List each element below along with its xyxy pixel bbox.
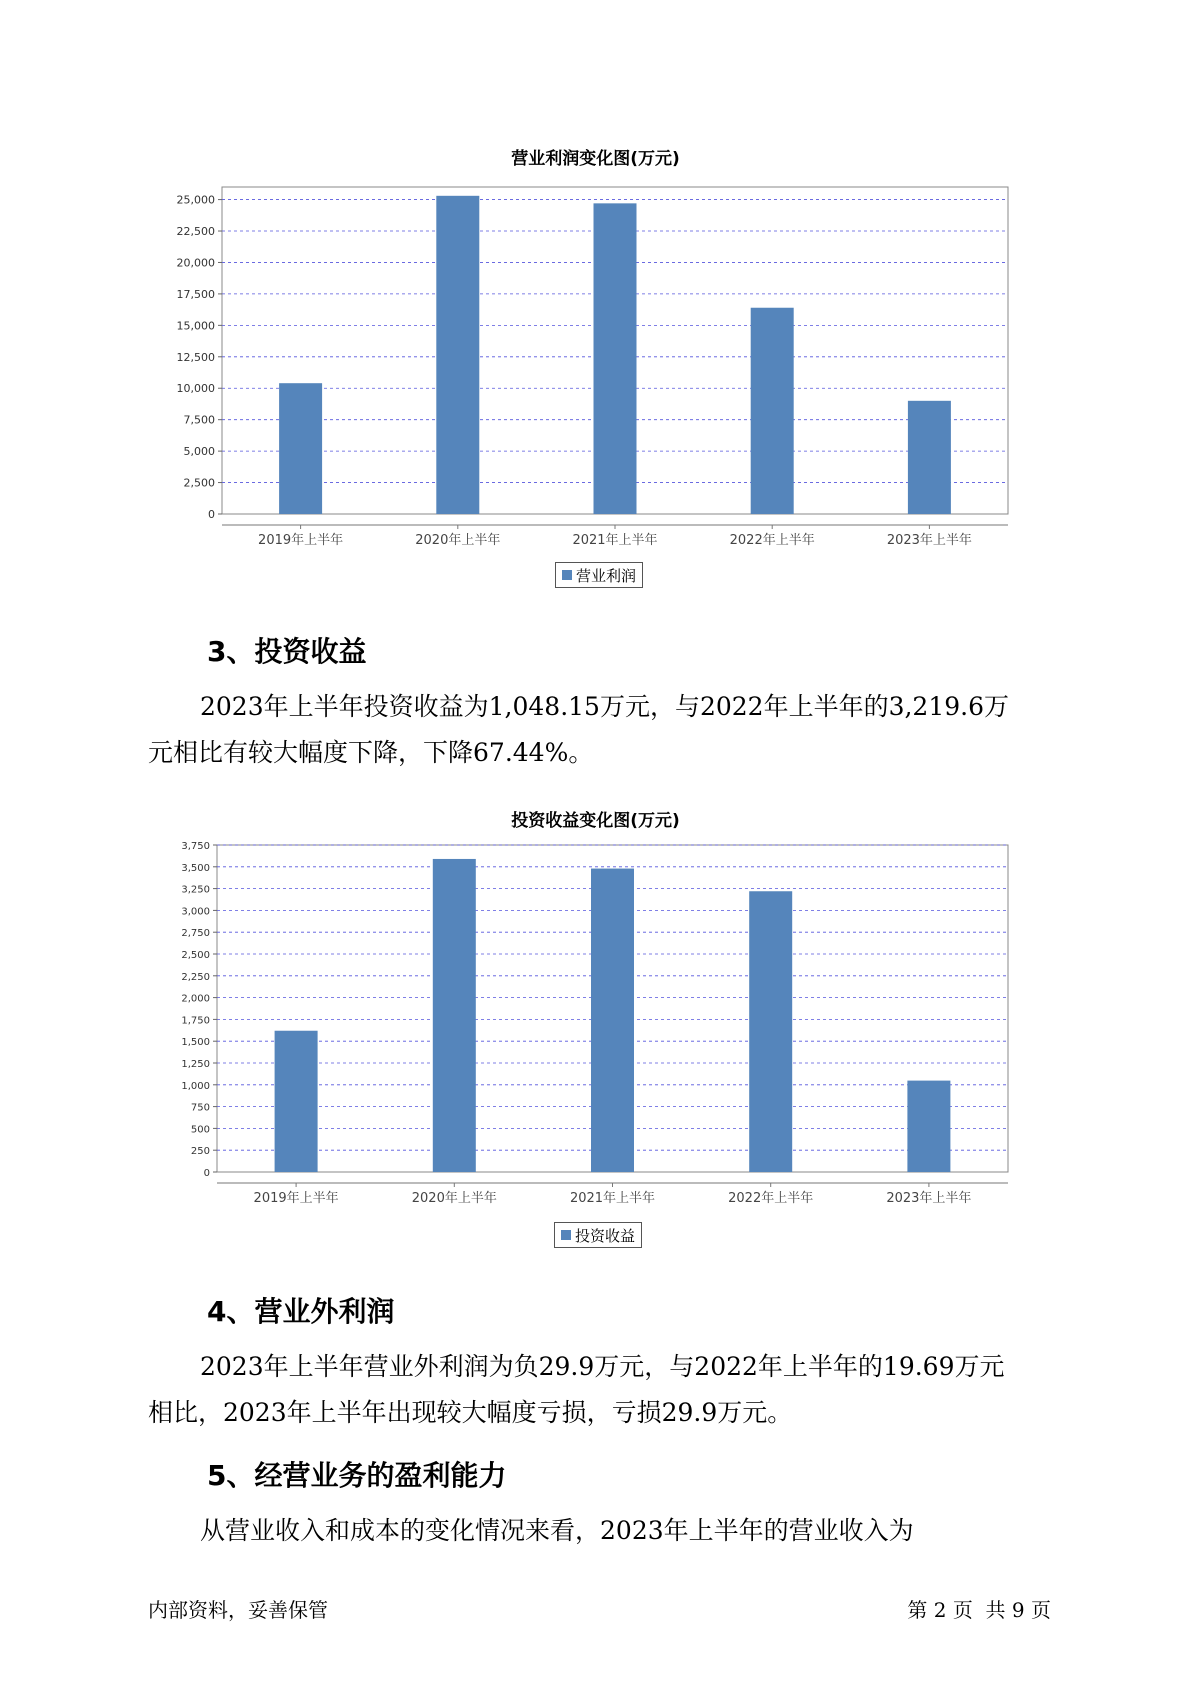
x-tick-label: 2019年上半年 — [253, 1191, 339, 1206]
y-tick-label: 0 — [208, 508, 215, 521]
x-tick-label: 2021年上半年 — [569, 1191, 656, 1206]
legend-label: 营业利润 — [576, 566, 637, 585]
section-3-paragraph — [148, 684, 1068, 776]
bar — [908, 401, 951, 514]
y-tick-label: 3,750 — [181, 841, 210, 852]
x-tick-label: 2020年上半年 — [415, 533, 501, 548]
chart2-legend — [554, 1222, 642, 1248]
bar — [433, 859, 476, 1172]
bar — [749, 891, 792, 1172]
y-tick-label: 20,000 — [176, 256, 215, 270]
chart2-title: 投资收益变化图(万元) — [511, 811, 680, 831]
y-tick-label: 3,250 — [181, 884, 210, 896]
x-tick-label: 2023年上半年 — [886, 533, 972, 548]
y-tick-label: 2,250 — [181, 971, 210, 983]
legend-swatch — [562, 570, 572, 580]
investment-income-chart — [0, 830, 1191, 1206]
x-tick-label: 2022年上半年 — [728, 1191, 814, 1206]
bar — [436, 196, 479, 514]
y-tick-label: 17,500 — [176, 287, 215, 301]
x-tick-label: 2023年上半年 — [886, 1191, 972, 1206]
y-tick-label: 2,750 — [181, 928, 210, 940]
y-tick-label: 0 — [203, 1168, 210, 1179]
x-tick-label: 2019年上半年 — [258, 533, 344, 548]
chart1-legend — [555, 562, 643, 588]
section-3-line-2: 元相比有较大幅度下降，下降67.44%。 — [148, 738, 594, 767]
y-tick-label: 1,250 — [181, 1059, 210, 1070]
footer-confidential-note: 内部资料，妥善保管 — [148, 1598, 328, 1622]
bar — [907, 1081, 950, 1172]
section-4-paragraph — [148, 1344, 1068, 1436]
section-3-line-1: 2023年上半年投资收益为1,048.15万元，与2022年上半年的3,219.6万 — [200, 692, 1009, 721]
legend-swatch — [561, 1230, 571, 1240]
y-tick-label: 1,500 — [181, 1037, 210, 1049]
y-tick-label: 1,000 — [181, 1080, 210, 1092]
y-tick-label: 1,750 — [181, 1015, 210, 1027]
y-tick-label: 2,500 — [181, 950, 210, 961]
y-tick-label: 3,000 — [181, 906, 210, 918]
y-tick-label: 15,000 — [176, 319, 215, 333]
x-tick-label: 2020年上半年 — [411, 1191, 497, 1206]
section-4-line-2: 相比，2023年上半年出现较大幅度亏损，亏损29.9万元。 — [148, 1398, 793, 1427]
bar — [594, 203, 637, 514]
y-tick-label: 5,000 — [183, 445, 215, 459]
y-tick-label: 2,500 — [183, 476, 215, 490]
y-tick-label: 500 — [190, 1124, 210, 1136]
bar — [751, 308, 794, 514]
section-4-heading: 4、营业外利润 — [207, 1295, 395, 1328]
section-4-line-1: 2023年上半年营业外利润为负29.9万元，与2022年上半年的19.69万元 — [200, 1352, 1005, 1381]
bar — [591, 869, 634, 1172]
y-tick-label: 750 — [190, 1102, 210, 1114]
y-tick-label: 3,500 — [181, 862, 210, 874]
y-tick-label: 7,500 — [183, 413, 215, 427]
section-5-paragraph — [148, 1508, 1068, 1554]
y-tick-label: 2,000 — [181, 993, 210, 1005]
y-tick-label: 250 — [190, 1146, 210, 1158]
y-tick-label: 22,500 — [176, 225, 215, 239]
bar — [275, 1031, 318, 1172]
y-tick-label: 10,000 — [176, 382, 215, 396]
footer-page-number: 第 2 页 共 9 页 — [907, 1598, 1051, 1622]
legend-label: 投资收益 — [575, 1226, 636, 1245]
y-tick-label: 12,500 — [176, 350, 215, 364]
x-tick-label: 2022年上半年 — [729, 533, 815, 548]
section-3-heading: 3、投资收益 — [207, 635, 367, 668]
operating-profit-chart — [0, 170, 1191, 548]
x-tick-label: 2021年上半年 — [572, 533, 658, 548]
bar — [279, 383, 322, 514]
section-5-heading: 5、经营业务的盈利能力 — [207, 1459, 507, 1492]
section-5-line-1: 从营业收入和成本的变化情况来看，2023年上半年的营业收入为 — [200, 1516, 914, 1545]
chart1-title: 营业利润变化图(万元) — [511, 149, 680, 169]
y-tick-label: 25,000 — [176, 193, 215, 207]
